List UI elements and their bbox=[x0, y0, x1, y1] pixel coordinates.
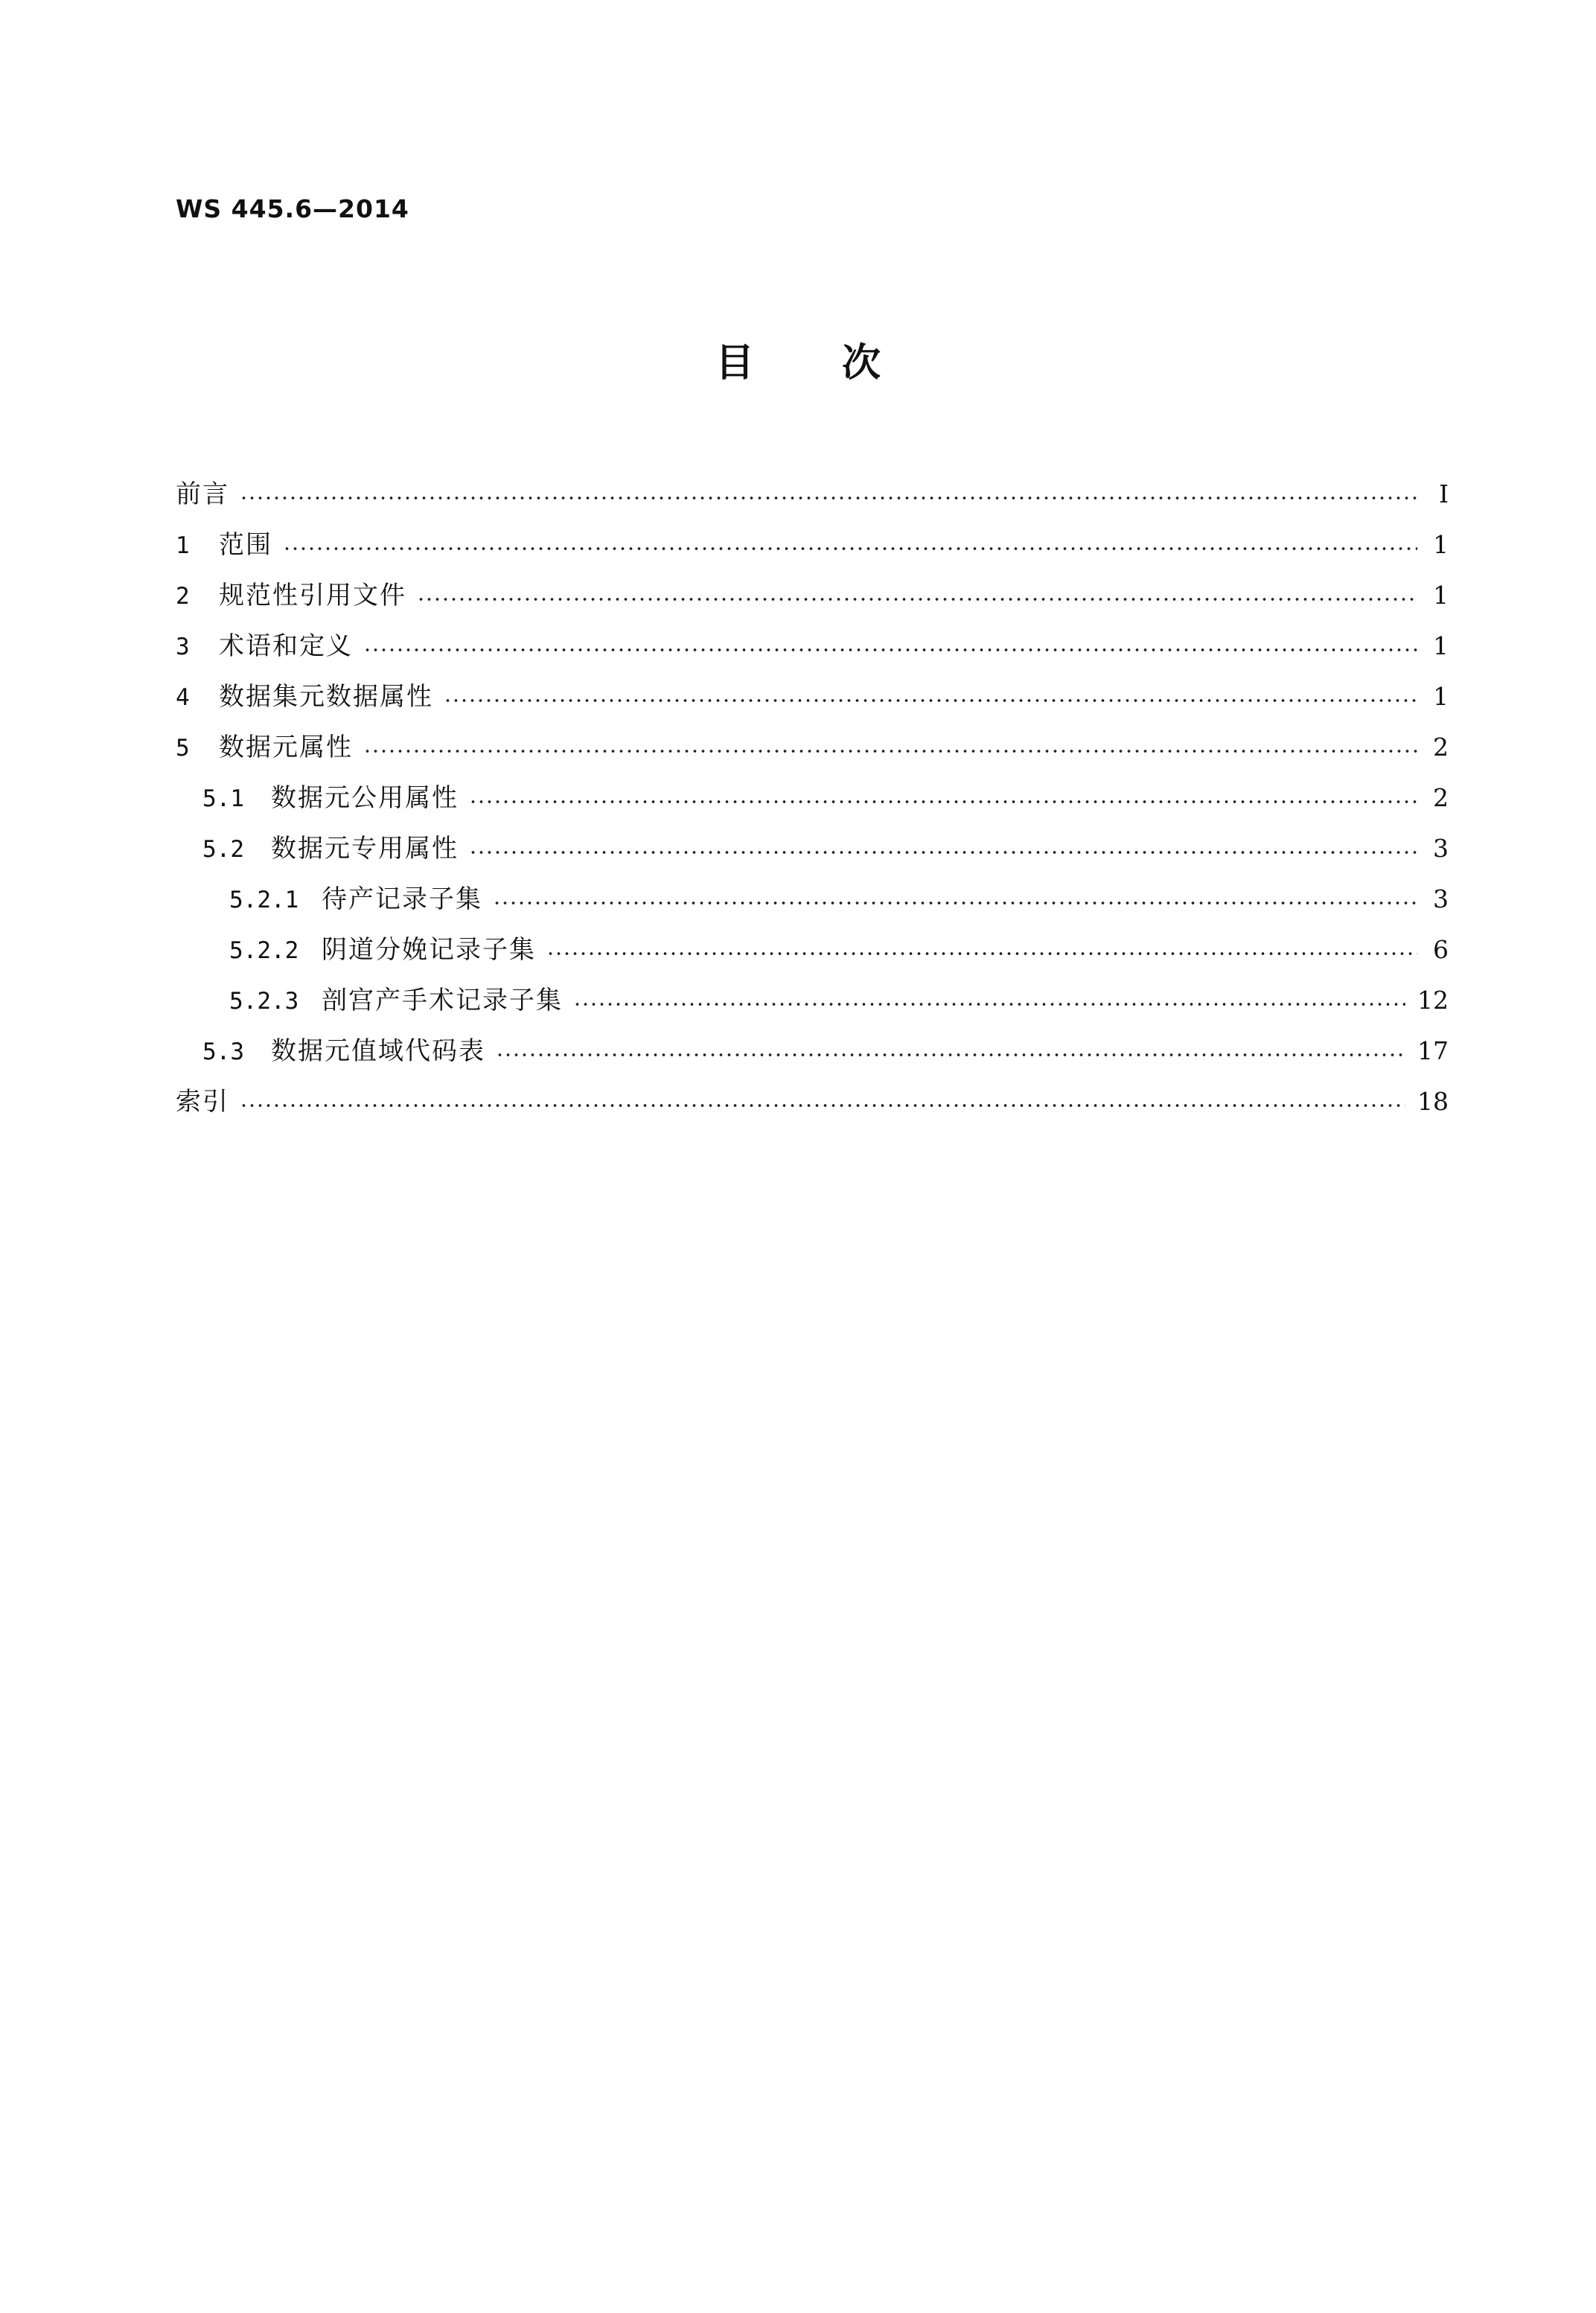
toc-entry-number: 5.2.2 bbox=[229, 937, 299, 964]
dot-leader bbox=[469, 800, 1417, 804]
toc-entry-text: 数据集元数据属性 bbox=[219, 682, 433, 712]
toc-entry-page: 2 bbox=[1433, 783, 1449, 812]
toc-entry-page: 2 bbox=[1433, 733, 1449, 762]
toc-entry-page: 6 bbox=[1433, 935, 1449, 964]
toc-entry-number: 2 bbox=[176, 583, 190, 610]
toc-entry-2[interactable] bbox=[176, 570, 1449, 621]
toc-entry-5-2-2[interactable] bbox=[176, 925, 1449, 975]
dot-leader bbox=[417, 597, 1417, 602]
toc-entry-page: 17 bbox=[1417, 1036, 1449, 1065]
dot-leader bbox=[240, 496, 1417, 500]
toc-entry-5[interactable] bbox=[176, 722, 1449, 773]
toc-entry-page: 12 bbox=[1417, 986, 1449, 1015]
toc-entry-text: 阴道分娩记录子集 bbox=[322, 935, 536, 965]
toc-entry-page: I bbox=[1438, 479, 1449, 508]
toc-entry-foreword[interactable] bbox=[176, 469, 1449, 520]
toc-entry-text: 数据元专用属性 bbox=[271, 834, 459, 864]
toc-entry-number: 4 bbox=[176, 684, 190, 711]
toc-entry-5-1[interactable] bbox=[176, 773, 1449, 823]
toc-entry-page: 3 bbox=[1433, 884, 1449, 913]
toc-entry-5-2-3[interactable] bbox=[176, 975, 1449, 1026]
toc-entry-number: 5.3 bbox=[202, 1039, 244, 1065]
toc-entry-text: 数据元公用属性 bbox=[271, 783, 459, 813]
toc-entry-number: 5 bbox=[176, 735, 190, 762]
toc-entry-text: 范围 bbox=[219, 530, 272, 560]
standard-code: WS 445.6—2014 bbox=[176, 194, 409, 223]
toc-entry-number: 5.2.3 bbox=[229, 988, 299, 1015]
toc-entry-text: 术语和定义 bbox=[219, 631, 353, 661]
toc-entry-page: 1 bbox=[1433, 682, 1449, 711]
toc-entry-5-3[interactable] bbox=[176, 1026, 1449, 1076]
toc-entry-page: 18 bbox=[1417, 1087, 1449, 1116]
table-of-contents bbox=[176, 469, 1449, 1127]
toc-entry-text: 规范性引用文件 bbox=[219, 581, 406, 610]
dot-leader bbox=[363, 648, 1417, 652]
toc-entry-text: 剖宫产手术记录子集 bbox=[322, 986, 563, 1015]
toc-entry-text: 数据元值域代码表 bbox=[271, 1036, 485, 1066]
toc-entry-page: 1 bbox=[1433, 530, 1449, 559]
dot-leader bbox=[496, 1053, 1405, 1057]
dot-leader bbox=[363, 749, 1417, 753]
toc-entry-text: 数据元属性 bbox=[219, 733, 353, 762]
toc-entry-5-2[interactable] bbox=[176, 823, 1449, 874]
toc-entry-1[interactable] bbox=[176, 520, 1449, 570]
toc-entry-text: 索引 bbox=[176, 1087, 229, 1117]
toc-entry-4[interactable] bbox=[176, 671, 1449, 722]
dot-leader bbox=[444, 698, 1417, 703]
toc-entry-5-2-1[interactable] bbox=[176, 874, 1449, 925]
toc-entry-page: 1 bbox=[1433, 581, 1449, 610]
toc-entry-text: 前言 bbox=[176, 479, 229, 509]
toc-entry-page: 1 bbox=[1433, 631, 1449, 660]
dot-leader bbox=[573, 1002, 1405, 1006]
dot-leader bbox=[240, 1103, 1405, 1108]
dot-leader bbox=[546, 951, 1417, 956]
page-title: 目次 bbox=[715, 341, 968, 386]
dot-leader bbox=[283, 546, 1417, 551]
toc-entry-page: 3 bbox=[1433, 834, 1449, 863]
toc-entry-number: 5.1 bbox=[202, 785, 244, 812]
toc-entry-number: 5.2 bbox=[202, 836, 244, 863]
toc-entry-number: 3 bbox=[176, 634, 190, 660]
toc-entry-number: 5.2.1 bbox=[229, 887, 299, 913]
dot-leader bbox=[493, 901, 1417, 905]
toc-entry-3[interactable] bbox=[176, 621, 1449, 671]
toc-entry-text: 待产记录子集 bbox=[322, 884, 482, 914]
toc-entry-number: 1 bbox=[176, 532, 190, 559]
dot-leader bbox=[469, 850, 1417, 855]
toc-entry-index[interactable] bbox=[176, 1076, 1449, 1127]
